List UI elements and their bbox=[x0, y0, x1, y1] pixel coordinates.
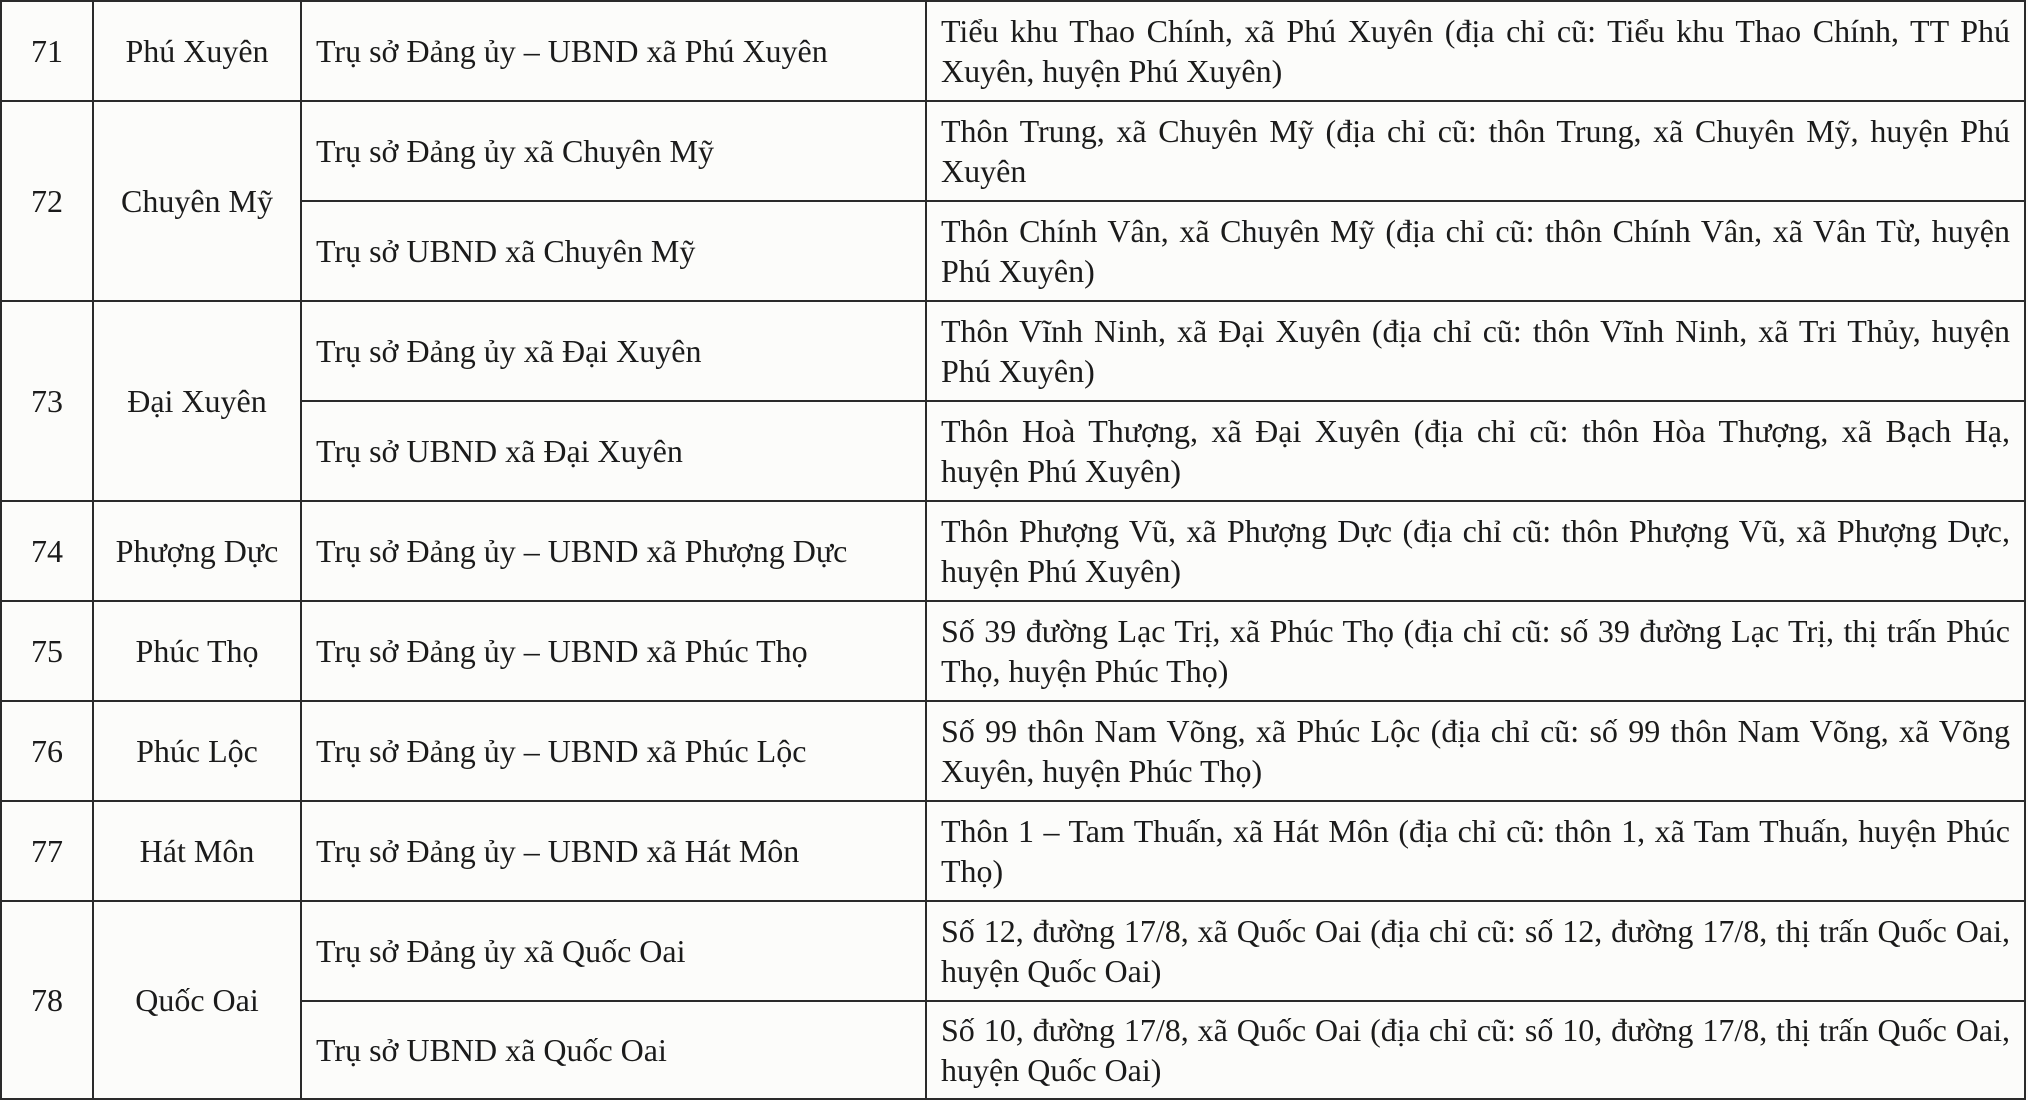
office-name: Trụ sở UBND xã Chuyên Mỹ bbox=[301, 201, 926, 301]
row-number: 73 bbox=[1, 301, 93, 501]
office-address: Thôn Phượng Vũ, xã Phượng Dực (địa chỉ cũ: thôn Phượng Vũ, xã Phượng Dực, huyện Phú Xuyên) bbox=[926, 501, 2025, 601]
row-number: 77 bbox=[1, 801, 93, 901]
commune-name: Hát Môn bbox=[93, 801, 301, 901]
office-address: Thôn Hoà Thượng, xã Đại Xuyên (địa chỉ cũ: thôn Hòa Thượng, xã Bạch Hạ, huyện Phú Xuyên) bbox=[926, 401, 2025, 501]
table-row bbox=[1, 201, 2025, 301]
office-address: Thôn 1 – Tam Thuấn, xã Hát Môn (địa chỉ cũ: thôn 1, xã Tam Thuấn, huyện Phúc Thọ) bbox=[926, 801, 2025, 901]
office-name: Trụ sở UBND xã Quốc Oai bbox=[301, 1001, 926, 1099]
office-name: Trụ sở Đảng ủy – UBND xã Phúc Thọ bbox=[301, 601, 926, 701]
commune-name: Phú Xuyên bbox=[93, 1, 301, 101]
office-address: Tiểu khu Thao Chính, xã Phú Xuyên (địa chỉ cũ: Tiểu khu Thao Chính, TT Phú Xuyên, huyện Phú Xuyên) bbox=[926, 1, 2025, 101]
table-row bbox=[1, 1001, 2025, 1099]
commune-name: Phúc Lộc bbox=[93, 701, 301, 801]
row-number: 75 bbox=[1, 601, 93, 701]
office-name: Trụ sở Đảng ủy – UBND xã Phượng Dực bbox=[301, 501, 926, 601]
commune-name: Quốc Oai bbox=[93, 901, 301, 1099]
row-number: 76 bbox=[1, 701, 93, 801]
office-name: Trụ sở UBND xã Đại Xuyên bbox=[301, 401, 926, 501]
table-row bbox=[1, 901, 2025, 1001]
office-address: Số 12, đường 17/8, xã Quốc Oai (địa chỉ cũ: số 12, đường 17/8, thị trấn Quốc Oai, huyện Quốc Oai) bbox=[926, 901, 2025, 1001]
office-address: Thôn Vĩnh Ninh, xã Đại Xuyên (địa chỉ cũ: thôn Vĩnh Ninh, xã Tri Thủy, huyện Phú Xuyên) bbox=[926, 301, 2025, 401]
office-address: Thôn Chính Vân, xã Chuyên Mỹ (địa chỉ cũ: thôn Chính Vân, xã Vân Từ, huyện Phú Xuyên) bbox=[926, 201, 2025, 301]
row-number: 78 bbox=[1, 901, 93, 1099]
table-row bbox=[1, 701, 2025, 801]
office-name: Trụ sở Đảng ủy – UBND xã Hát Môn bbox=[301, 801, 926, 901]
office-name: Trụ sở Đảng ủy xã Chuyên Mỹ bbox=[301, 101, 926, 201]
office-address: Số 10, đường 17/8, xã Quốc Oai (địa chỉ cũ: số 10, đường 17/8, thị trấn Quốc Oai, huyện Quốc Oai) bbox=[926, 1001, 2025, 1099]
table-row bbox=[1, 801, 2025, 901]
commune-name: Phúc Thọ bbox=[93, 601, 301, 701]
table-row bbox=[1, 501, 2025, 601]
office-name: Trụ sở Đảng ủy – UBND xã Phú Xuyên bbox=[301, 1, 926, 101]
office-name: Trụ sở Đảng ủy xã Đại Xuyên bbox=[301, 301, 926, 401]
row-number: 74 bbox=[1, 501, 93, 601]
table-row bbox=[1, 301, 2025, 401]
row-number: 71 bbox=[1, 1, 93, 101]
office-address: Thôn Trung, xã Chuyên Mỹ (địa chỉ cũ: thôn Trung, xã Chuyên Mỹ, huyện Phú Xuyên bbox=[926, 101, 2025, 201]
office-name: Trụ sở Đảng ủy xã Quốc Oai bbox=[301, 901, 926, 1001]
row-number: 72 bbox=[1, 101, 93, 301]
table-row bbox=[1, 1, 2025, 101]
office-address: Số 39 đường Lạc Trị, xã Phúc Thọ (địa chỉ cũ: số 39 đường Lạc Trị, thị trấn Phúc Thọ, huyện Phúc Thọ) bbox=[926, 601, 2025, 701]
commune-name: Chuyên Mỹ bbox=[93, 101, 301, 301]
table-row bbox=[1, 601, 2025, 701]
commune-name: Đại Xuyên bbox=[93, 301, 301, 501]
table-row bbox=[1, 401, 2025, 501]
commune-name: Phượng Dực bbox=[93, 501, 301, 601]
table-row bbox=[1, 101, 2025, 201]
office-address: Số 99 thôn Nam Võng, xã Phúc Lộc (địa chỉ cũ: số 99 thôn Nam Võng, xã Võng Xuyên, huyện Phúc Thọ) bbox=[926, 701, 2025, 801]
office-name: Trụ sở Đảng ủy – UBND xã Phúc Lộc bbox=[301, 701, 926, 801]
